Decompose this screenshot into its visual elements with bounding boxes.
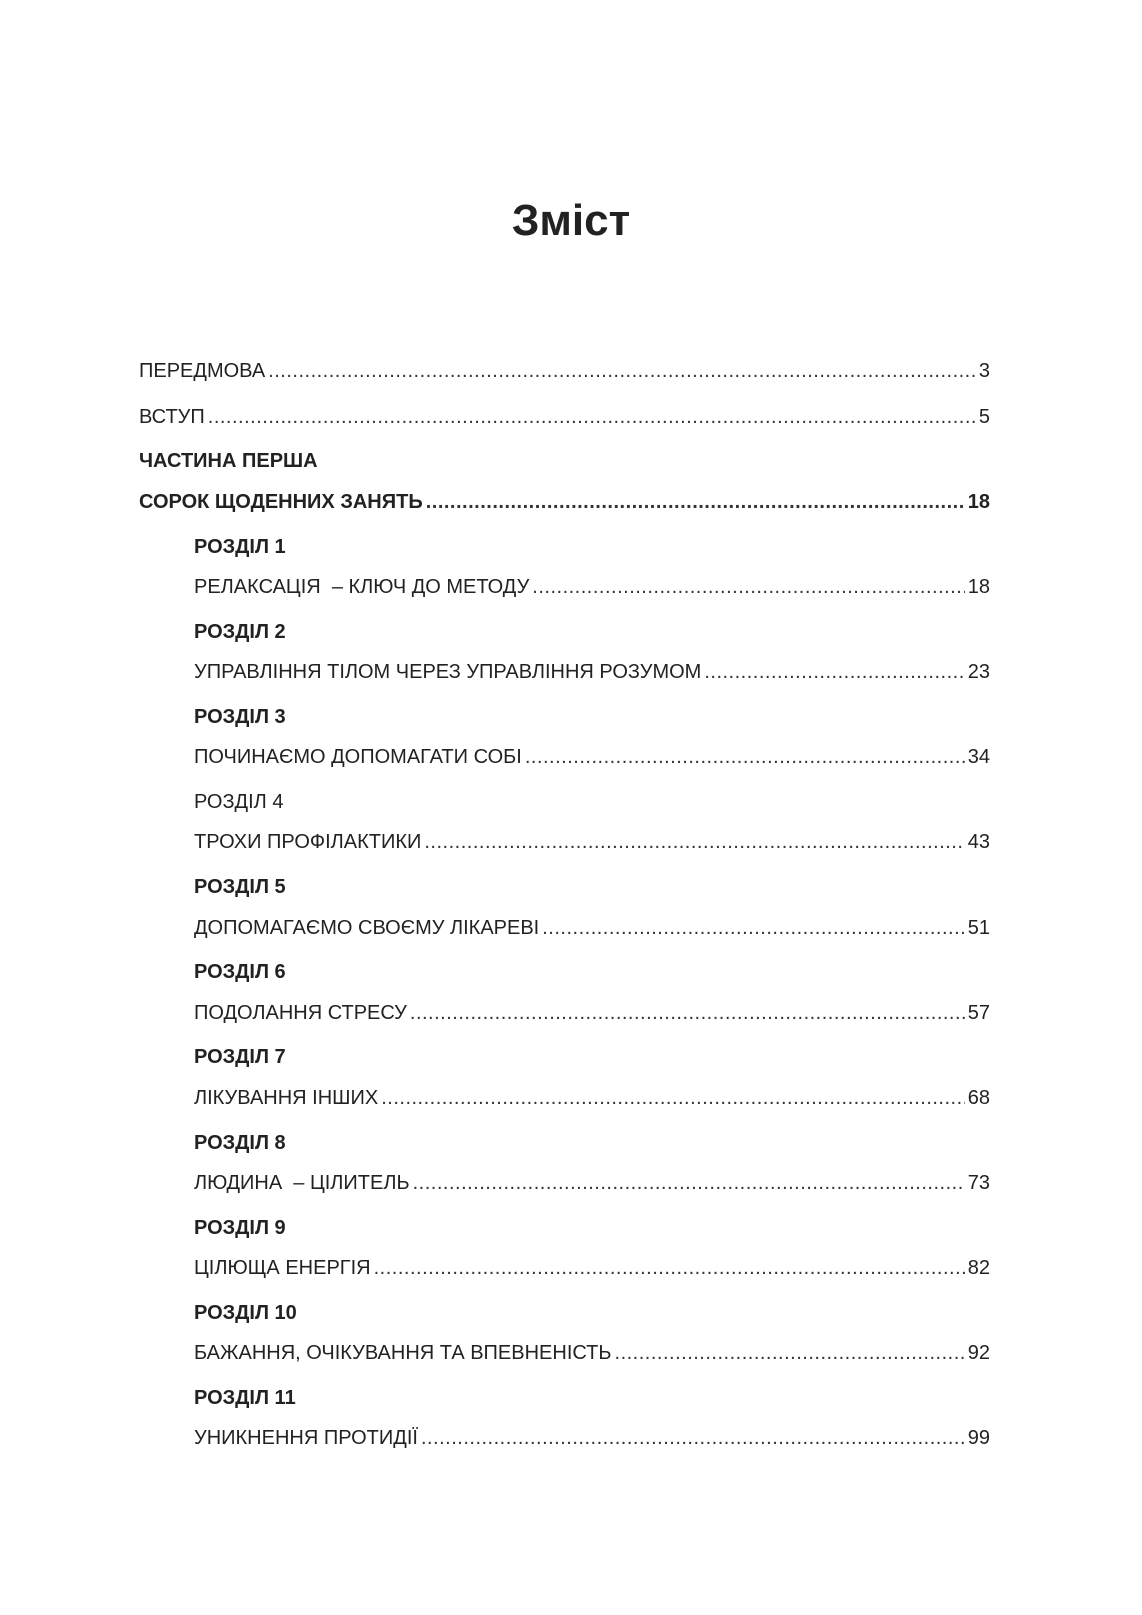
chapter-heading: РОЗДІЛ 2 <box>194 621 286 643</box>
part-heading: ЧАСТИНА ПЕРША <box>139 450 318 472</box>
toc-entry-label: УНИКНЕННЯ ПРОТИДІЇ <box>194 1427 418 1449</box>
toc-entry-page: 5 <box>978 406 990 428</box>
chapter-heading: РОЗДІЛ 5 <box>194 876 286 898</box>
toc-entry-label: ПЕРЕДМОВА <box>139 360 266 382</box>
dot-leader <box>374 1253 965 1283</box>
dot-leader <box>268 356 976 386</box>
dot-leader <box>426 487 965 517</box>
dot-leader <box>704 657 964 687</box>
toc-entry-label: ЦІЛЮЩА ЕНЕРГІЯ <box>194 1257 371 1279</box>
toc-entry-chapter[interactable] <box>194 742 990 772</box>
dot-leader <box>525 742 965 772</box>
dot-leader <box>421 1423 965 1453</box>
toc-entry-page: 23 <box>967 661 990 683</box>
toc-entry-chapter[interactable] <box>194 827 990 857</box>
chapter-heading: РОЗДІЛ 11 <box>194 1387 296 1409</box>
toc-entry-chapter[interactable] <box>194 657 990 687</box>
toc-entry-label: БАЖАННЯ, ОЧІКУВАННЯ ТА ВПЕВНЕНІСТЬ <box>194 1342 612 1364</box>
toc-entry-label: ЛІКУВАННЯ ІНШИХ <box>194 1087 379 1109</box>
toc-entry-label: УПРАВЛІННЯ ТІЛОМ ЧЕРЕЗ УПРАВЛІННЯ РОЗУМОМ <box>194 661 702 683</box>
toc-entry-label: ВСТУП <box>139 406 205 428</box>
toc-entry-page: 57 <box>967 1002 990 1024</box>
chapter-heading: РОЗДІЛ 6 <box>194 961 286 983</box>
dot-leader <box>208 402 976 432</box>
dot-leader <box>413 1168 965 1198</box>
toc-entry-label: РЕЛАКСАЦІЯ – КЛЮЧ ДО МЕТОДУ <box>194 576 530 598</box>
dot-leader <box>424 827 964 857</box>
toc-entry-chapter[interactable] <box>194 998 990 1028</box>
toc-entry-label: ТРОХИ ПРОФІЛАКТИКИ <box>194 831 422 853</box>
toc-entry-page: 34 <box>967 746 990 768</box>
page-title: Зміст <box>511 196 631 245</box>
toc-entry-page: 18 <box>967 491 990 513</box>
toc-entry-page: 73 <box>967 1172 990 1194</box>
toc-entry-chapter[interactable] <box>194 1338 990 1368</box>
toc-entry-preface[interactable] <box>139 356 990 386</box>
toc-entry-page: 82 <box>967 1257 990 1279</box>
dot-leader <box>410 998 965 1028</box>
chapter-heading: РОЗДІЛ 3 <box>194 706 286 728</box>
toc-entry-page: 43 <box>967 831 990 853</box>
toc-entry-intro[interactable] <box>139 402 990 432</box>
toc-entry-page: 3 <box>978 360 990 382</box>
toc-entry-page: 68 <box>967 1087 990 1109</box>
chapter-heading: РОЗДІЛ 1 <box>194 536 286 558</box>
chapter-heading: РОЗДІЛ 9 <box>194 1217 286 1239</box>
chapter-heading: РОЗДІЛ 7 <box>194 1046 286 1068</box>
dot-leader <box>532 572 964 602</box>
chapter-heading: РОЗДІЛ 8 <box>194 1132 286 1154</box>
toc-entry-page: 51 <box>967 917 990 939</box>
chapter-heading: РОЗДІЛ 4 <box>194 791 284 813</box>
toc-entry-page: 92 <box>967 1342 990 1364</box>
toc-entry-page: 18 <box>967 576 990 598</box>
toc-entry-chapter[interactable] <box>194 1423 990 1453</box>
dot-leader <box>542 913 965 943</box>
toc-entry-label: ПОЧИНАЄМО ДОПОМАГАТИ СОБІ <box>194 746 522 768</box>
toc-entry-chapter[interactable] <box>194 1083 990 1113</box>
toc-entry-page: 99 <box>967 1427 990 1449</box>
dot-leader <box>615 1338 965 1368</box>
toc-entry-chapter[interactable] <box>194 1253 990 1283</box>
toc-entry-chapter[interactable] <box>194 1168 990 1198</box>
toc-entry-label: ДОПОМАГАЄМО СВОЄМУ ЛІКАРЕВІ <box>194 917 540 939</box>
dot-leader <box>381 1083 965 1113</box>
toc-entry-label: СОРОК ЩОДЕННИХ ЗАНЯТЬ <box>139 491 423 513</box>
chapter-heading: РОЗДІЛ 10 <box>194 1302 297 1324</box>
toc-entry-label: ЛЮДИНА – ЦІЛИТЕЛЬ <box>194 1172 410 1194</box>
toc-entry-chapter[interactable] <box>194 572 990 602</box>
toc-entry-part-one[interactable] <box>139 487 990 517</box>
toc-entry-label: ПОДОЛАННЯ СТРЕСУ <box>194 1002 407 1024</box>
toc-entry-chapter[interactable] <box>194 913 990 943</box>
